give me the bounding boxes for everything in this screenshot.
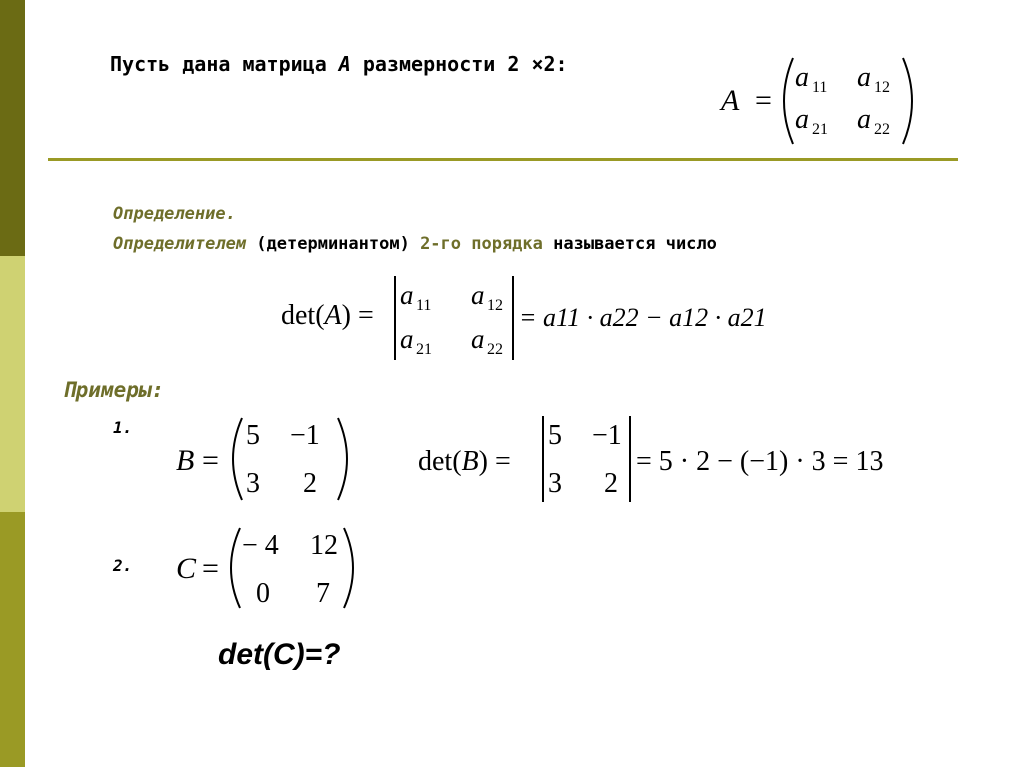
det-a21-sub: 21 xyxy=(416,341,432,358)
matrix-a-a12: a xyxy=(857,62,871,93)
slide-title xyxy=(110,52,568,76)
matrix-a-left-paren xyxy=(784,58,793,144)
definition-paren: (детерминантом) xyxy=(246,234,421,254)
matrix-a-right-paren xyxy=(903,58,912,144)
matrix-b-name: B xyxy=(176,444,195,477)
matrix-c-r1c1: − 4 xyxy=(242,530,279,561)
definition-order: 2-го порядка xyxy=(420,234,543,254)
matrix-c-left-paren xyxy=(231,528,240,608)
det-formula xyxy=(275,272,795,364)
title-variable: A xyxy=(338,52,351,76)
matrix-c-r2c2: 7 xyxy=(316,578,330,609)
matrix-c xyxy=(170,522,365,614)
matrix-b-r2c2: 2 xyxy=(303,468,317,499)
example-2-number: 2. xyxy=(113,556,133,575)
matrix-b-r2c1: 3 xyxy=(246,468,260,499)
example-1-number: 1. xyxy=(113,418,133,437)
title-text-end: размерности 2 ×2: xyxy=(350,52,568,76)
side-bar-bottom xyxy=(0,512,25,767)
det-a21: a xyxy=(400,324,414,354)
matrix-b-equals: = xyxy=(202,444,219,477)
side-bar-top xyxy=(0,0,25,256)
det-a12-sub: 12 xyxy=(487,297,503,314)
matrix-c-r2c1: 0 xyxy=(256,578,270,609)
definition-text xyxy=(113,234,717,254)
det-a12: a xyxy=(471,280,485,310)
definition-rest: называется число xyxy=(542,234,717,254)
det-a22-sub: 22 xyxy=(487,341,503,358)
det-b-r1c1: 5 xyxy=(548,420,562,451)
definition-term: Определителем xyxy=(113,234,247,254)
det-b-r1c2: −1 xyxy=(592,420,622,451)
matrix-a-a11-sub: 11 xyxy=(812,79,828,96)
divider-line xyxy=(48,158,958,161)
det-b-lhs: det(B) = xyxy=(418,446,511,477)
matrix-c-r1c2: 12 xyxy=(310,530,338,561)
matrix-a-a12-sub: 12 xyxy=(874,79,890,96)
matrix-b-right-paren xyxy=(338,418,347,500)
matrix-b xyxy=(170,412,360,507)
matrix-a xyxy=(715,52,925,150)
det-b-r2c1: 3 xyxy=(548,468,562,499)
det-formula-lhs: det(A) = xyxy=(281,300,374,331)
det-a22: a xyxy=(471,324,485,354)
det-b-rhs: = 5 · 2 − (−1) · 3 = 13 xyxy=(636,446,884,477)
examples-heading: Примеры: xyxy=(63,378,165,402)
matrix-a-a11: a xyxy=(795,62,809,93)
matrix-b-left-paren xyxy=(233,418,242,500)
det-a11-sub: 11 xyxy=(416,297,432,314)
definition-heading: Определение. xyxy=(113,204,236,224)
matrix-b-r1c2: −1 xyxy=(290,420,320,451)
matrix-a-a22: a xyxy=(857,104,871,135)
det-b-r2c2: 2 xyxy=(604,468,618,499)
det-formula-rhs: = a11 · a22 − a12 · a21 xyxy=(519,303,767,332)
matrix-a-name: A xyxy=(721,84,740,117)
matrix-c-name: C xyxy=(176,552,197,585)
matrix-a-equals: = xyxy=(755,84,772,117)
matrix-b-r1c1: 5 xyxy=(246,420,260,451)
matrix-a-a21-sub: 21 xyxy=(812,121,828,138)
title-text: Пусть дана матрица xyxy=(110,52,339,76)
matrix-a-a22-sub: 22 xyxy=(874,121,890,138)
side-bar-middle xyxy=(0,256,25,512)
det-c-question: det(C)=? xyxy=(218,638,341,671)
matrix-c-equals: = xyxy=(202,552,219,585)
matrix-a-a21: a xyxy=(795,104,809,135)
matrix-c-right-paren xyxy=(344,528,353,608)
det-a11: a xyxy=(400,280,414,310)
det-b xyxy=(412,412,917,507)
